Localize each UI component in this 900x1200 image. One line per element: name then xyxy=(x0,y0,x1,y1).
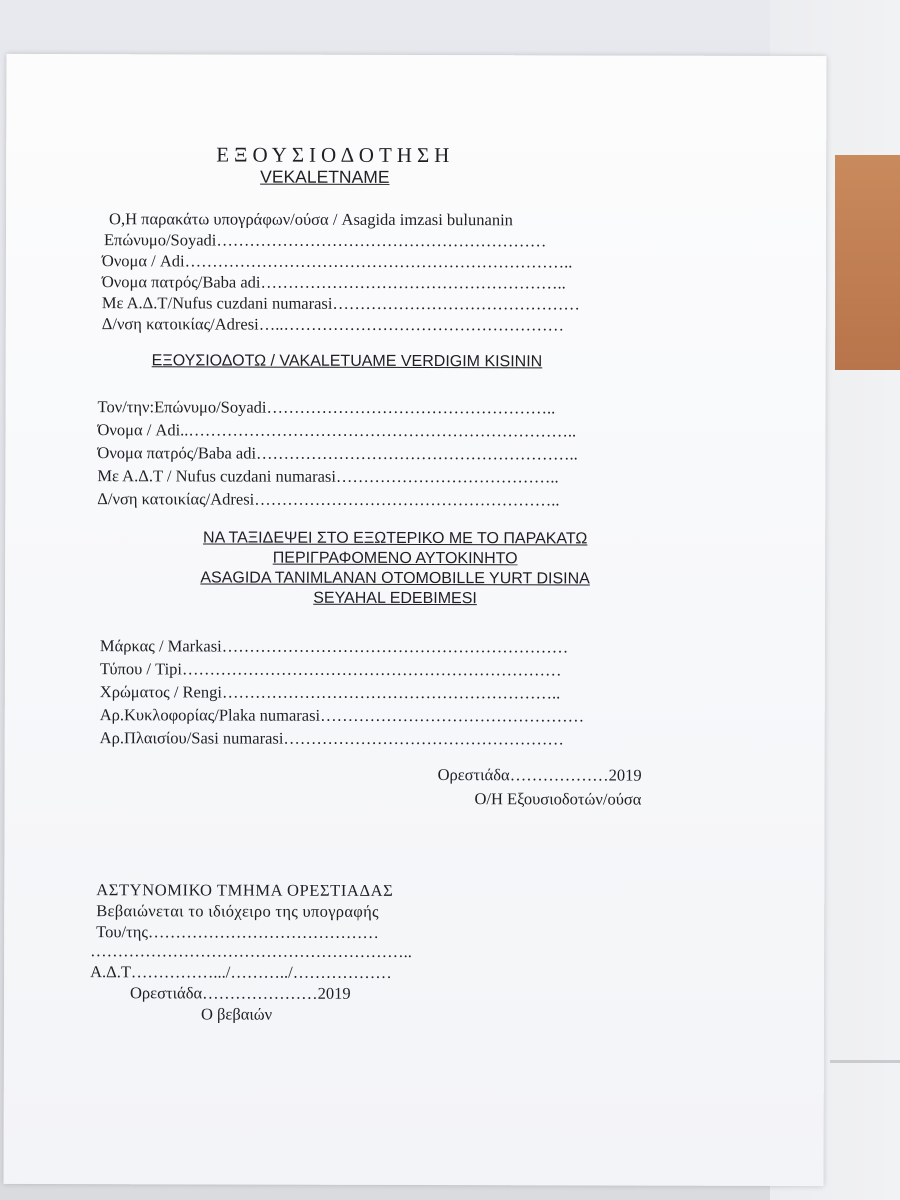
grantee-surname-field: Τον/την:Επώνυμο/Soyadi…………………………………………….. xyxy=(97,397,556,418)
purpose-line-2: ΠΕΡΙΓΡΑΦΟΜΕΝΟ ΑΥΤΟΚΙΝΗΤΟ xyxy=(272,549,518,568)
purpose-line-4: SEYAHAL EDEBIMESI xyxy=(313,589,477,608)
document-title-turkish: VEKALETNAME xyxy=(260,166,390,187)
grantor-surname-field: Επώνυμο/Soyadi…………………………………………………… xyxy=(103,230,547,251)
signature-place-date: Ορεστιάδα………………2019 xyxy=(437,765,642,785)
purpose-line-3: ASAGIDA TANIMLANAN OTOMOBILLE YURT DISINA xyxy=(200,569,590,588)
police-person-field: Του/της…………………………………… xyxy=(96,922,379,942)
background-tile-joint xyxy=(830,1060,900,1063)
signature-signer-label: Ο/Η Εξουσιοδοτών/ούσα xyxy=(474,789,642,809)
grantor-name-field: Όνομα / Adi…………………………………………………………….. xyxy=(101,251,573,272)
grantee-address-field: Δ/νση κατοικίας/Adresi……………………………………………….. xyxy=(97,489,560,510)
grantor-father-name-field: Όνομα πατρός/Baba adi……………………………………………….. xyxy=(101,272,566,293)
vehicle-chassis-field: Αρ.Πλαισίου/Sasi numarasi…………………………………………… xyxy=(99,728,564,749)
vehicle-color-field: Χρώματος / Rengi…………………………………………………….. xyxy=(99,682,561,703)
police-blank-line: ………………………………………………….. xyxy=(90,941,412,961)
purpose-line-1: ΝΑ ΤΑΞΙΔΕΨΕΙ ΣΤΟ ΕΞΩΤΕΡΙΚΟ ΜΕ ΤΟ ΠΑΡΑΚΑΤΩ xyxy=(203,529,588,548)
police-certifier-label: Ο βεβαιών xyxy=(200,1004,273,1024)
grantee-father-name-field: Όνομα πατρός/Baba adi………………………………………………….. xyxy=(97,443,578,464)
grantee-name-field: Όνομα / Adi..…………………………………………………………….. xyxy=(97,420,577,441)
vehicle-plate-field: Αρ.Κυκλοφορίας/Plaka numarasi………………………………………… xyxy=(99,705,585,726)
police-station-name: ΑΣΤΥΝΟΜΙΚΟ ΤΜΗΜΑ ΟΡΕΣΤΙΑΔΑΣ xyxy=(96,880,394,900)
grantee-id-number-field: Με Α.Δ.Τ / Nufus cuzdani numarasi………………………………….. xyxy=(97,466,559,487)
police-place-date: Ορεστιάδα…………………2019 xyxy=(129,983,351,1003)
background-wooden-surface xyxy=(835,155,900,370)
grantor-intro: Ο,Η παρακάτω υπογράφων/ούσα / Asagida imzasi bulunanin xyxy=(109,209,513,230)
grantor-id-number-field: Με Α.Δ.Τ/Nufus cuzdani numarasi……………………………………… xyxy=(101,293,580,314)
grantee-heading: ΕΞΟΥΣΙΟΔΟΤΩ / VAKALETUAME VERDIGIM KISININ xyxy=(151,352,543,371)
vehicle-brand-field: Μάρκας / Markasi……………………………………………………… xyxy=(99,636,569,657)
authorization-document xyxy=(4,54,827,1186)
document-title-greek: ΕΞΟΥΣΙΟΔΟΤΗΣΗ xyxy=(216,142,455,168)
vehicle-type-field: Τύπου / Tipi…………………………………………………………… xyxy=(99,659,562,680)
police-certify-text: Βεβαιώνεται το ιδιόχειρο της υπογραφής xyxy=(96,901,379,921)
grantor-address-field: Δ/νση κατοικίας/Adresi…..…………………………………………… xyxy=(101,314,565,335)
police-id-field: Α.Δ.Τ…………….../………../……………… xyxy=(90,962,392,982)
